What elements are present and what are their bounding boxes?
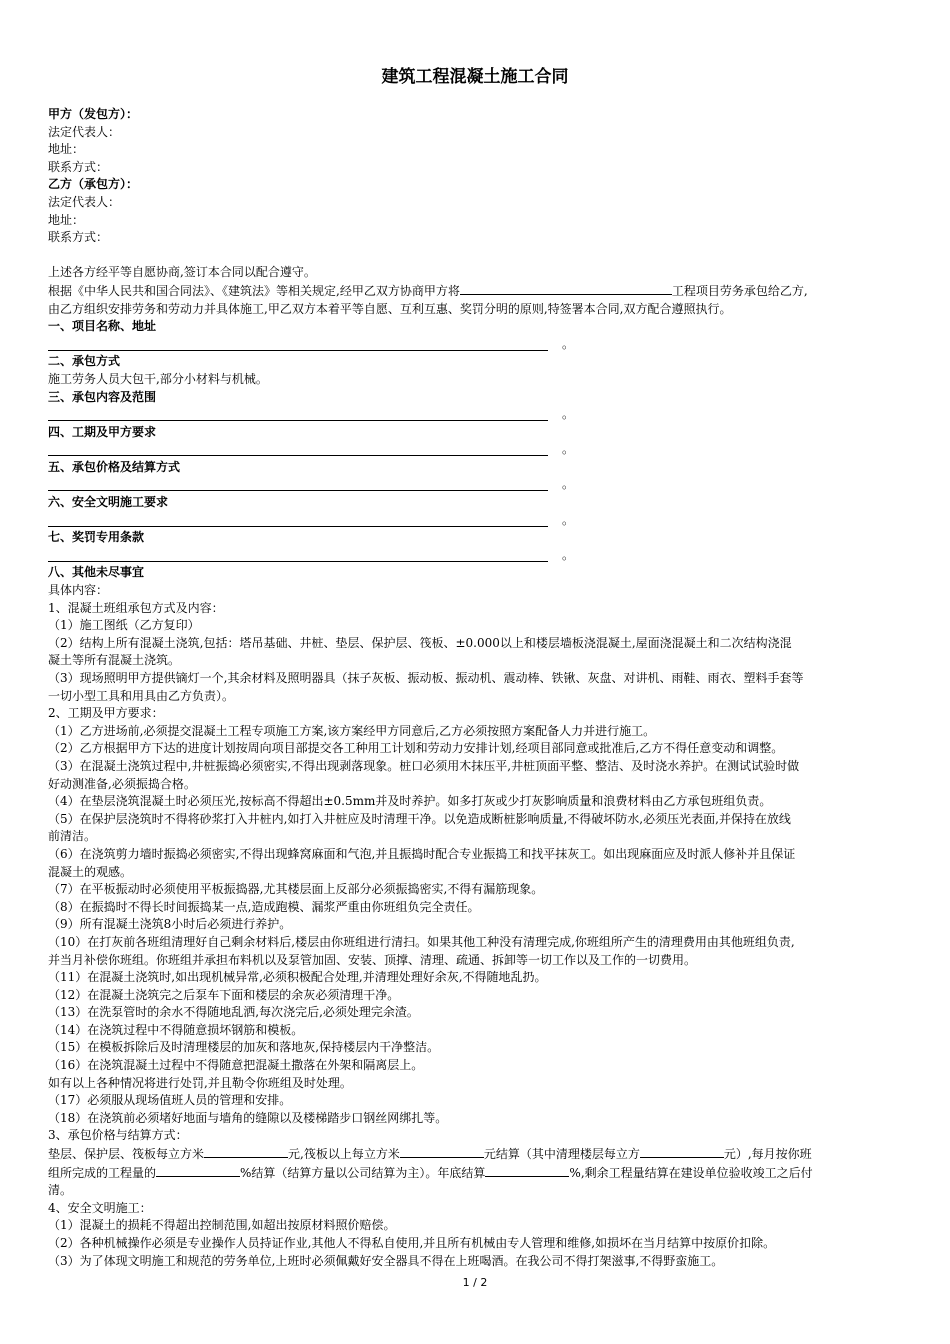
document-title: 建筑工程混凝土施工合同 — [381, 67, 569, 87]
section-3-blank — [48, 406, 908, 424]
clause-4-3: （3）为了体现文明施工和规范的劳务单位,上班时必须佩戴好安全器具不得在上班喝酒。在我公司不得打架滋事,不得野蛮施工。 — [48, 1253, 724, 1268]
intro-text: 工程项目劳务承包给乙方, — [671, 283, 808, 298]
clause-2-16: （16）在浇筑混凝土过程中不得随意把混凝土撒落在外架和隔离层上。 — [48, 1058, 424, 1073]
spacer — [48, 247, 908, 265]
clause-2-5-cont: 前清洁。 — [48, 829, 97, 844]
clause-4-1: （1）混凝土的损耗不得超出控制范围,如超出按原材料照价赔偿。 — [48, 1218, 396, 1233]
clause-2-18: （18）在浇筑前必须堵好地面与墙角的缝隙以及楼梯踏步口钢丝网绑扎等。 — [48, 1110, 448, 1125]
fill-line — [48, 526, 548, 527]
intro-text: 根据《中华人民共和国合同法》、《建筑法》等相关规定,经甲乙双方协商甲方将 — [48, 283, 460, 298]
section-4-heading: 四、工期及甲方要求 — [48, 424, 157, 439]
clause-1-2: （2）结构上所有混凝土浇筑,包括：塔吊基础、井桩、垫层、保护层、筏板、±0.000以上和楼层墙板浇混凝土,屋面浇混凝土和二次结构浇混 — [48, 635, 792, 650]
percent-blank — [485, 1164, 569, 1177]
period: 。 — [562, 547, 575, 562]
clause-2-2: （2）乙方根据甲方下达的进度计划按周向项目部提交各工种用工计划和劳动力安排计划,经项目部同意或批准后,乙方不得任意变动和调整。 — [48, 741, 784, 756]
clause-1-1: （1）施工图纸（乙方复印） — [48, 618, 200, 633]
section-2-heading: 二、承包方式 — [48, 354, 121, 369]
clause-2-6-cont: 混凝土的观感。 — [48, 864, 133, 879]
party-a-rep: 法定代表人： — [48, 124, 121, 139]
clause-2-note: 如有以上各种情况将进行处罚,并且勒令你班组及时处理。 — [48, 1075, 352, 1090]
clause-2-17: （17）必须服从现场值班人员的管理和安排。 — [48, 1093, 292, 1108]
price-blank — [640, 1145, 724, 1158]
price-text: 元）,每月按你班 — [723, 1147, 812, 1162]
document-body — [48, 106, 908, 1270]
clause-2-6: （6）在浇筑剪力墙时振捣必须密实,不得出现蜂窝麻面和气泡,并且振捣时配合专业振捣工和找平抹灰工。如出现麻面应及时派人修补并且保证 — [48, 846, 796, 861]
price-text: %结算（结算方量以公司结算为主）。年底结算 — [240, 1165, 486, 1180]
clause-2-9: （9）所有混凝土浇筑8小时后必须进行养护。 — [48, 917, 292, 932]
price-text: 垫层、保护层、筏板每立方米 — [48, 1147, 205, 1162]
clause-2: 2、工期及甲方要求： — [48, 706, 164, 721]
percent-blank — [156, 1164, 240, 1177]
clause-3: 3、承包价格与结算方式： — [48, 1128, 188, 1143]
clause-2-11: （11）在混凝土浇筑时,如出现机械异常,必须积极配合处理,并清理处理好余灰,不得随地乱扔。 — [48, 970, 547, 985]
price-text: %,剩余工程量结算在建设单位验收竣工之后付 — [569, 1165, 813, 1180]
clause-2-13: （13）在洗泵管时的余水不得随地乱洒,每次浇完后,必须处理完余渣。 — [48, 1005, 419, 1020]
intro-line-1: 上述各方经平等自愿协商,签订本合同以配合遵守。 — [48, 265, 316, 280]
section-1-blank — [48, 336, 908, 354]
price-text: 元结算（其中清理楼层每立方 — [483, 1147, 640, 1162]
party-b-rep: 法定代表人： — [48, 194, 121, 209]
period: 。 — [562, 442, 575, 457]
fill-line — [48, 455, 548, 456]
section-6-blank — [48, 512, 908, 530]
clause-2-15: （15）在模板拆除后及时清理楼层的加灰和落地灰,保持楼层内干净整洁。 — [48, 1040, 440, 1055]
fill-line — [48, 350, 548, 351]
party-b-heading: 乙方（承包方）： — [48, 177, 139, 192]
period: 。 — [562, 336, 575, 351]
clause-1-3-cont: 一切小型工具和用具由乙方负责）。 — [48, 688, 235, 703]
clause-4: 4、安全文明施工： — [48, 1200, 152, 1215]
clause-3-line-3: 清。 — [48, 1183, 73, 1198]
section-2-body: 施工劳务人员大包干,部分小材料与机械。 — [48, 371, 268, 386]
clause-2-7: （7）在平板振动时必须使用平板振捣器,尤其楼层面上反部分必须振捣密实,不得有漏筋现象。 — [48, 882, 544, 897]
section-7-blank — [48, 547, 908, 565]
party-a-contact: 联系方式： — [48, 159, 109, 174]
clause-2-10-cont: 并当月补偿你班组。你班组并承担布料机以及泵管加固、安装、顶撑、清理、疏通、拆卸等一切工作以及工作的一切费用。 — [48, 952, 697, 967]
price-text: 元,筏板以上每立方米 — [288, 1147, 400, 1162]
project-name-blank — [460, 282, 672, 295]
fill-line — [48, 490, 548, 491]
section-8-heading: 八、其他未尽事宜 — [48, 565, 145, 580]
clause-2-3-cont: 好动测准备,必须振捣合格。 — [48, 776, 196, 791]
price-blank — [400, 1145, 484, 1158]
fill-line — [48, 561, 548, 562]
party-a-heading: 甲方（发包方）： — [48, 107, 139, 121]
period: 。 — [562, 407, 575, 422]
section-4-blank — [48, 441, 908, 459]
clause-2-14: （14）在浇筑过程中不得随意损坏钢筋和模板。 — [48, 1022, 304, 1037]
intro-line-2 — [48, 282, 908, 301]
intro-line-3: 由乙方组织安排劳务和劳动力并具体施工,甲乙双方本着平等自愿、互利互惠、奖罚分明的原则,特签署本合同,双方配合遵照执行。 — [48, 301, 732, 316]
section-5-blank — [48, 476, 908, 494]
party-b-address: 地址： — [48, 212, 85, 227]
price-blank — [204, 1145, 288, 1158]
party-b-contact: 联系方式： — [48, 230, 109, 245]
clause-2-3: （3）在混凝土浇筑过程中,井桩振捣必须密实,不得出现剥落现象。桩口必须用木抹压平,井桩顶面平整、整洁、及时浇水养护。在测试试验时做 — [48, 758, 800, 773]
period: 。 — [562, 477, 575, 492]
clause-1-2-cont: 凝土等所有混凝土浇筑。 — [48, 653, 181, 668]
clause-2-12: （12）在混凝土浇筑完之后泵车下面和楼层的余灰必须清理干净。 — [48, 987, 400, 1002]
clause-2-5: （5）在保护层浇筑时不得将砂浆打入井桩内,如打入井桩应及时清理干净。以免造成断桩影响质量,不得破坏防水,必须压光表面,并保持在放线 — [48, 811, 791, 826]
clause-3-line-1 — [48, 1145, 908, 1164]
clause-3-line-2 — [48, 1164, 908, 1183]
section-1-heading: 一、项目名称、地址 — [48, 319, 157, 334]
clause-2-10: （10）在打灰前各班组清理好自己剩余材料后,楼层由你班组进行清扫。如果其他工种没有清理完成,你班组所产生的清理费用由其他班组负责, — [48, 934, 795, 949]
party-a-address: 地址： — [48, 142, 85, 157]
clause-4-2: （2）各种机械操作必须是专业操作人员持证作业,其他人不得私自使用,并且所有机械由专人管理和维修,如损坏在当月结算中按原价扣除。 — [48, 1236, 776, 1250]
section-5-heading: 五、承包价格及结算方式 — [48, 459, 181, 474]
detail-label: 具体内容： — [48, 583, 109, 598]
clause-2-1: （1）乙方进场前,必须提交混凝土工程专项施工方案,该方案经甲方同意后,乙方必须按照方案配备人力并进行施工。 — [48, 723, 656, 738]
clause-1: 1、混凝土班组承包方式及内容： — [48, 600, 224, 615]
section-3-heading: 三、承包内容及范围 — [48, 389, 157, 404]
section-6-heading: 六、安全文明施工要求 — [48, 495, 169, 510]
section-7-heading: 七、奖罚专用条款 — [48, 530, 145, 545]
price-text: 组所完成的工程量的 — [48, 1165, 157, 1180]
clause-1-3: （3）现场照明甲方提供镝灯一个,其余材料及照明器具（抹子灰板、振动板、振动机、震动棒、铁锹、灰盘、对讲机、雨鞋、雨衣、塑料手套等 — [48, 671, 804, 685]
fill-line — [48, 420, 548, 421]
clause-2-4: （4）在垫层浇筑混凝土时必须压光,按标高不得超出±0.5mm并及时养护。如多打灰或少打灰影响质量和浪费材料由乙方承包班组负责。 — [48, 794, 772, 809]
page-number: 1 / 2 — [462, 1276, 488, 1289]
period: 。 — [562, 512, 575, 527]
clause-2-8: （8）在振捣时不得长时间振捣某一点,造成跑模、漏浆严重由你班组负完全责任。 — [48, 899, 480, 914]
